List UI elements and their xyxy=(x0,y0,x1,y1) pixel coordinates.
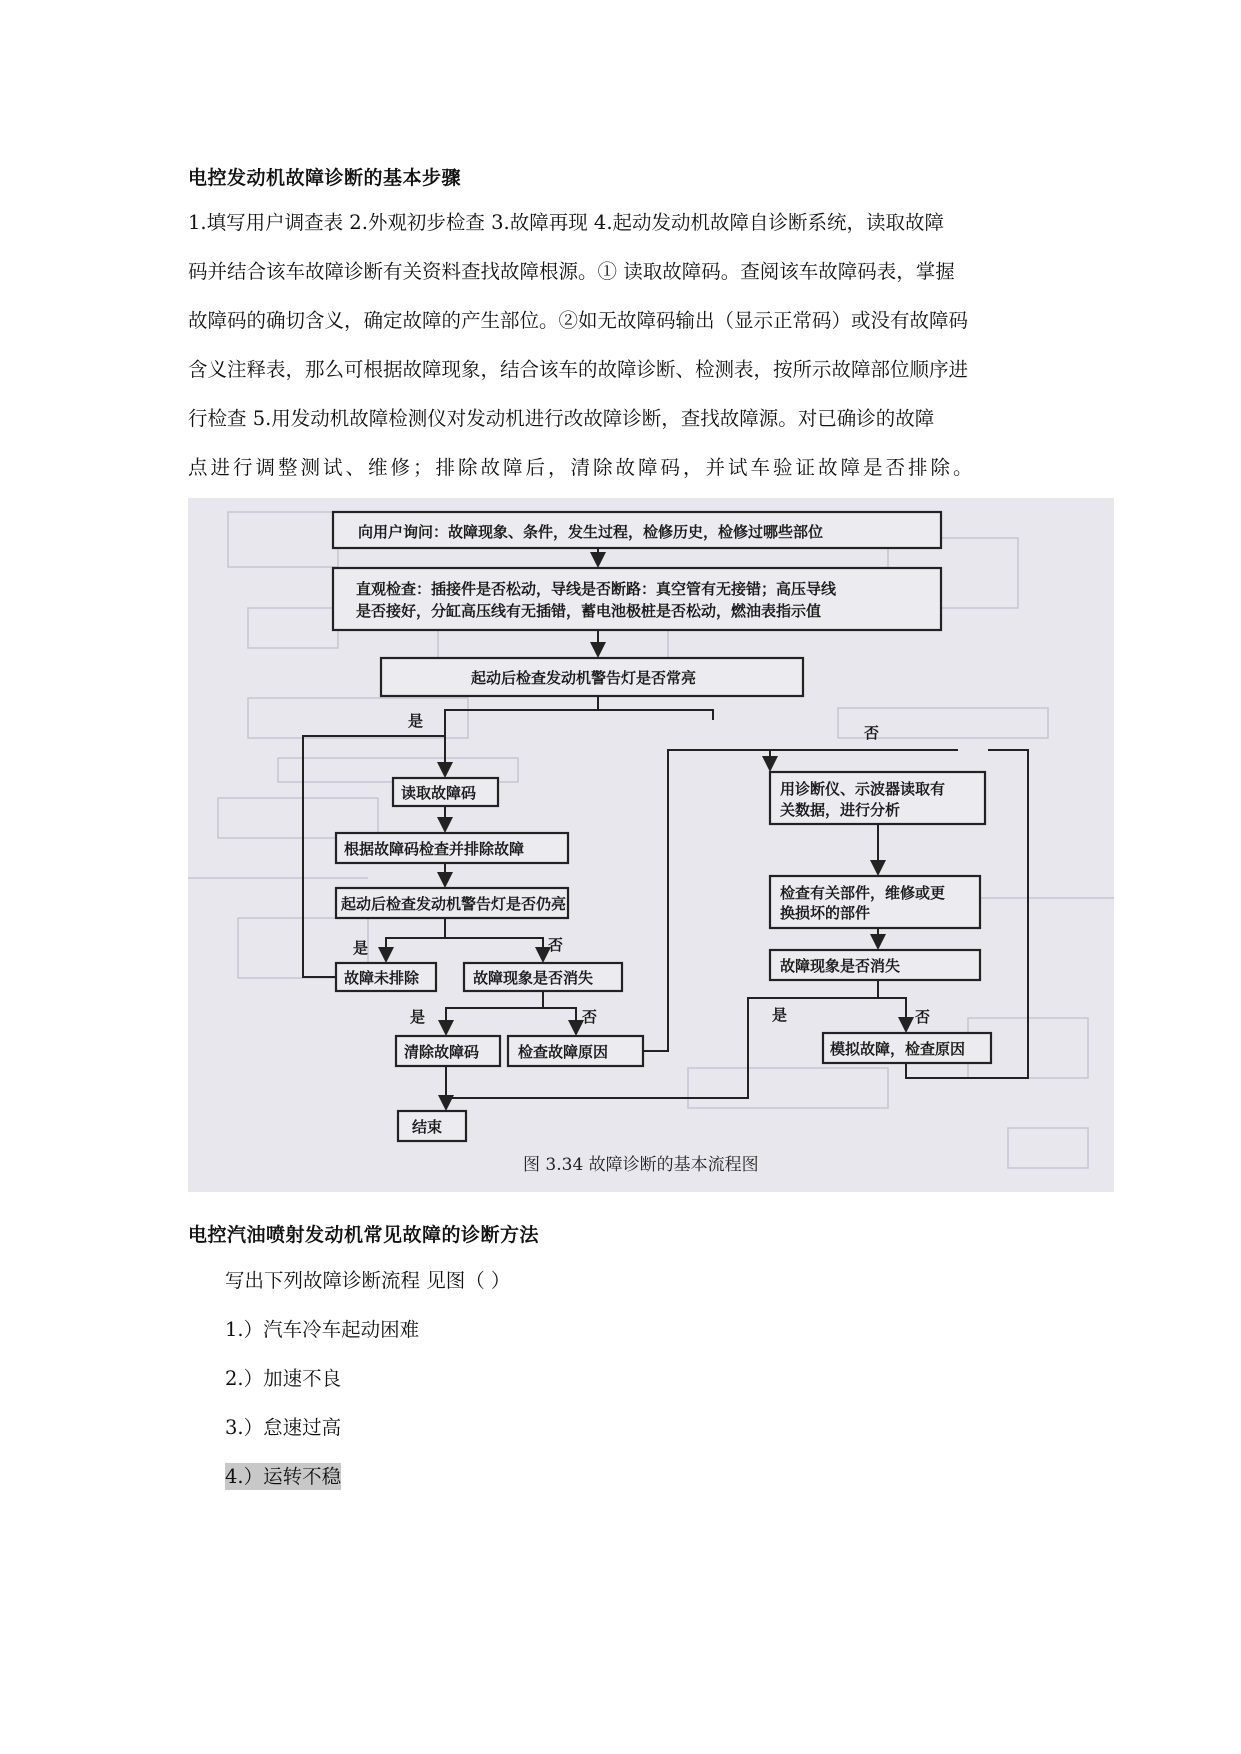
repair-line1: 检查有关部件，维修或更 xyxy=(780,884,946,902)
paragraph-line: 点进行调整测试、维修；排除故障后，清除故障码，并试车验证故障是否排除。 xyxy=(188,456,976,479)
yes-label: 是 xyxy=(410,1008,426,1026)
highlighted-text: 4.）运转不稳 xyxy=(225,1465,342,1488)
not-cleared-box: 故障未排除 xyxy=(344,969,420,987)
yes-label: 是 xyxy=(353,939,369,957)
visual-check-line2: 是否接好，分缸高压线有无插错，蓄电池极桩是否松动，燃油表指示值 xyxy=(356,602,822,620)
exercise-item-highlighted xyxy=(225,1461,341,1489)
paragraph-line: 故障码的确切含义，确定故障的产生部位。②如无故障码输出（显示正常码）或没有故障码 xyxy=(188,309,969,332)
yes-label: 是 xyxy=(772,1006,788,1024)
exercise-item: 3.）怠速过高 xyxy=(225,1416,342,1439)
no-label: 否 xyxy=(915,1008,931,1026)
still-on-box: 起动后检查发动机警告灯是否仍亮 xyxy=(341,895,567,913)
flowchart-caption: 图 3.34 故障诊断的基本流程图 xyxy=(523,1155,759,1175)
paragraph-line: 含义注释表，那么可根据故障现象，结合该车的故障诊断、检测表，按所示故障部位顺序进 xyxy=(188,358,969,381)
check-cause-box: 检查故障原因 xyxy=(518,1043,609,1061)
end-box: 结束 xyxy=(412,1118,443,1136)
no-label: 否 xyxy=(582,1008,598,1026)
section-title-common-faults: 电控汽油喷射发动机常见故障的诊断方法 xyxy=(188,1224,540,1246)
disappeared2-box: 故障现象是否消失 xyxy=(780,957,901,975)
diagnosis-steps-paragraph xyxy=(188,198,1068,492)
scope-line1: 用诊断仪、示波器读取有 xyxy=(780,780,946,798)
no-label: 否 xyxy=(864,724,880,742)
exercise-item: 1.）汽车冷车起动困难 xyxy=(225,1318,420,1341)
exercise-item: 2.）加速不良 xyxy=(225,1367,342,1390)
paragraph-line: 码并结合该车故障诊断有关资料查找故障根源。① 读取故障码。查阅该车故障码表，掌握 xyxy=(188,260,955,283)
warning-light-box: 起动后检查发动机警告灯是否常亮 xyxy=(471,669,697,687)
yes-label: 是 xyxy=(408,712,424,730)
repair-line2: 换损坏的部件 xyxy=(780,904,871,922)
check-by-code-box: 根据故障码检查并排除故障 xyxy=(344,840,525,858)
simulate-box: 模拟故障，检查原因 xyxy=(830,1040,966,1058)
exercise-intro: 写出下列故障诊断流程 见图（ ） xyxy=(225,1269,511,1292)
visual-check-line1: 直观检查：插接件是否松动，导线是否断路：真空管有无接错；高压导线 xyxy=(356,580,837,598)
section-title-diagnosis-steps: 电控发动机故障诊断的基本步骤 xyxy=(188,167,462,189)
clear-codes-box: 清除故障码 xyxy=(404,1043,480,1061)
flowchart-diagram xyxy=(188,498,1114,1192)
no-label: 否 xyxy=(548,936,564,954)
flowchart-photo xyxy=(188,498,1114,1192)
disappeared-box: 故障现象是否消失 xyxy=(473,969,594,987)
scope-line2: 关数据，进行分析 xyxy=(780,801,901,819)
read-codes-box: 读取故障码 xyxy=(401,784,477,802)
inquiry-box: 向用户询问：故障现象、条件，发生过程，检修历史，检修过哪些部位 xyxy=(358,523,824,541)
paragraph-line: 1.填写用户调查表 2.外观初步检查 3.故障再现 4.起动发动机故障自诊断系统，读取故障 xyxy=(188,211,945,234)
paragraph-line: 行检查 5.用发动机故障检测仪对发动机进行改故障诊断，查找故障源。对已确诊的故障 xyxy=(188,407,935,430)
